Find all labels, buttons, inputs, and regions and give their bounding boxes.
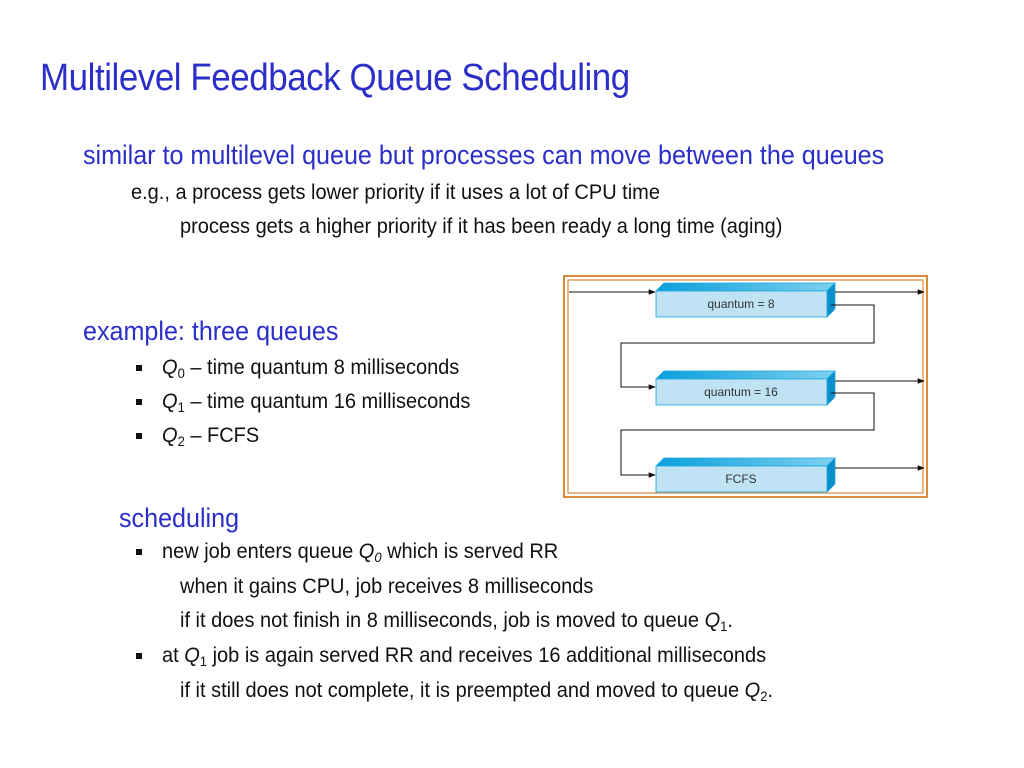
- queue-2-label: FCFS: [725, 472, 757, 486]
- bullet-icon: [136, 399, 142, 405]
- example-item-q0: $Q_0$ – time quantum 8 milliseconds: [162, 355, 460, 381]
- example-heading: example: three queues: [83, 316, 339, 346]
- scheduling-bullet-1-line-2: when it gains CPU, job receives 8 milliseconds: [180, 574, 594, 598]
- bullet-icon: [136, 433, 142, 439]
- bullet-icon: [136, 549, 142, 555]
- scheduling-bullet-2: at $Q_1$ job is again served RR and receives 16 additional milliseconds: [162, 643, 767, 669]
- example-item-q1: $Q_1$ – time quantum 16 milliseconds: [162, 389, 471, 415]
- intro-heading: similar to multilevel queue but processes can move between the queues: [83, 140, 885, 170]
- intro-line-1: e.g., a process gets lower priority if it uses a lot of CPU time: [131, 180, 660, 204]
- intro-line-2: process gets a higher priority if it has been ready a long time (aging): [180, 214, 783, 238]
- multilevel-queue-diagram: [563, 275, 928, 498]
- queue-2: [656, 458, 835, 492]
- scheduling-bullet-1-line-3: if it does not finish in 8 milliseconds, job is moved to queue $Q_1$.: [180, 608, 733, 634]
- bullet-icon: [136, 653, 142, 659]
- queue-1: [656, 371, 835, 405]
- queue-1-label: quantum = 16: [704, 385, 778, 399]
- bullet-icon: [136, 365, 142, 371]
- scheduling-bullet-2-line-2: if it still does not complete, it is preempted and moved to queue $Q_2$.: [180, 678, 773, 704]
- scheduling-heading: scheduling: [119, 503, 240, 533]
- queue-0-label: quantum = 8: [707, 297, 775, 311]
- example-item-q2: $Q_2$ – FCFS: [162, 423, 260, 449]
- slide-title: Multilevel Feedback Queue Scheduling: [40, 57, 630, 99]
- scheduling-bullet-1: new job enters queue $Q_0$ which is served RR: [162, 539, 559, 565]
- queue-0: [656, 283, 835, 317]
